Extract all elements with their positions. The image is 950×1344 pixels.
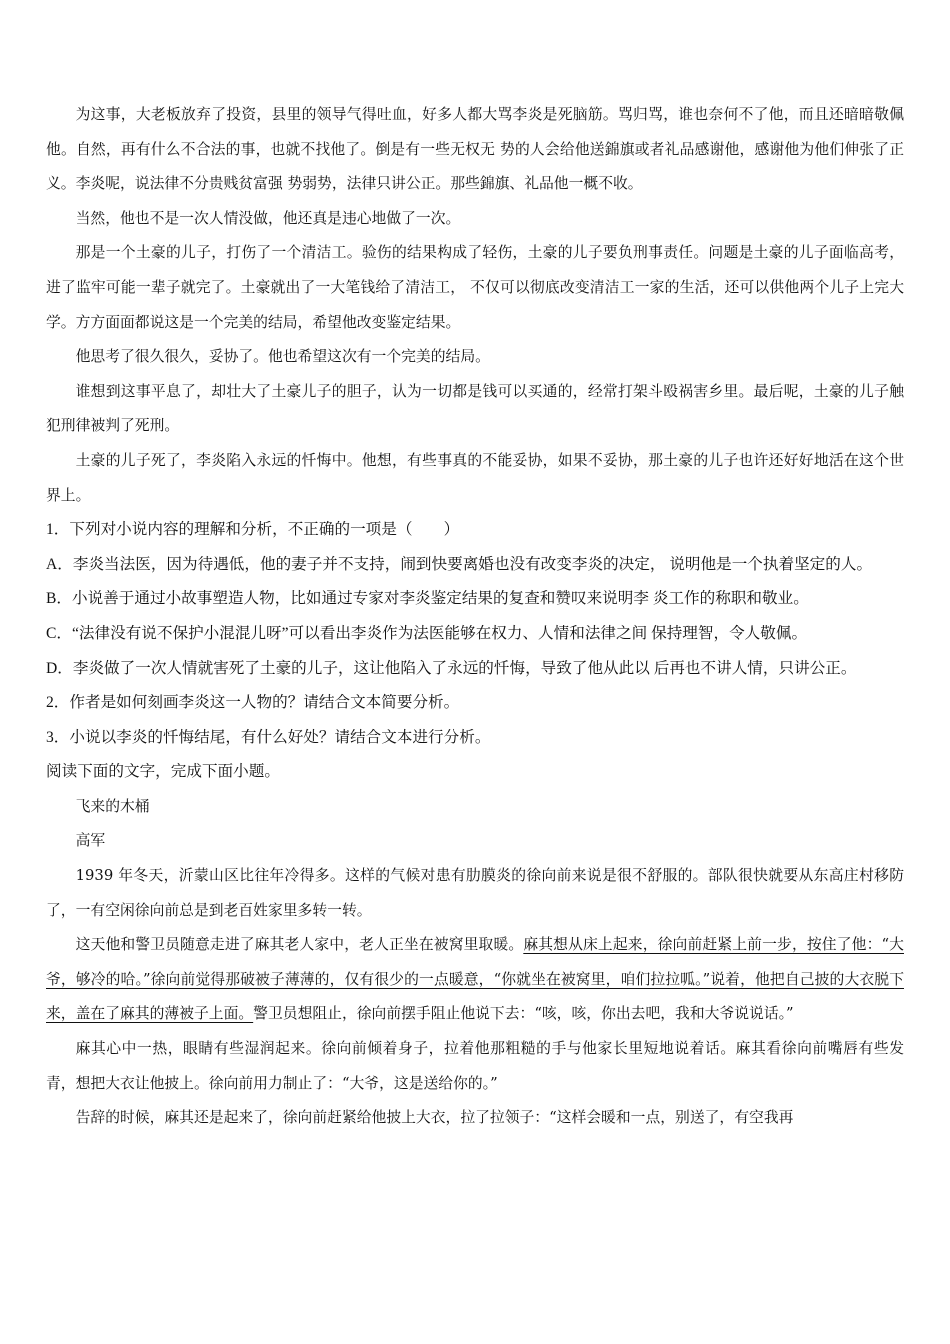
- story2-paragraph-2: [46, 928, 904, 1032]
- question-1-option-c: C．“法律没有说不保护小混混儿呀”可以看出李炎作为法医能够在权力、人情和法律之间 保持理智，令人敬佩。: [46, 624, 808, 642]
- story1-paragraph-1: 为这事，大老板放弃了投资，县里的领导气得吐血，好多人都大骂李炎是死脑筋。骂归骂，谁也奈何不了他，而且还暗暗敬佩他。自然，再有什么不合法的事，也就不找他了。倒是有一些无权无 势的人会给他送錦旗或者礼品感谢他，感谢他为他们伸张了正义。李炎呢，说法律不分贵贱贫富强 势弱势，法律只讲公正。那些錦旗、礼品他一概不收。: [46, 106, 904, 193]
- story2-title: 飞来的木桶: [75, 797, 150, 815]
- question-1: 1．下列对小说内容的理解和分析，不正确的一项是（ ）: [46, 521, 460, 539]
- question-1-option-d: D．李炎做了一次人情就害死了土豪的儿子，这让他陷入了永远的忏悔，导致了他从此以 后再也不讲人情，只讲公正。: [46, 659, 857, 677]
- reading-instruction: 阅读下面的文字，完成下面小题。: [46, 763, 280, 781]
- story2-paragraph-2-lead: 这天他和警卫员随意走进了麻其老人家中，老人正坐在被窝里取暖。: [75, 936, 524, 954]
- story1-paragraph-5: 谁想到这事平息了，却壮大了土豪儿子的胆子，认为一切都是钱可以买通的，经常打架斗殴祸害乡里。最后呢，土豪的儿子触犯刑律被判了死刑。: [46, 382, 904, 435]
- story1-paragraph-6: 土豪的儿子死了，李炎陷入永远的忏悔中。他想，有些事真的不能妥协，如果不妥协，那土豪的儿子也许还好好地活在这个世界上。: [46, 451, 904, 504]
- story1-paragraph-4: 他思考了很久很久，妥协了。他也希望这次有一个完美的结局。: [75, 348, 490, 366]
- story2-paragraph-4: 告辞的时候，麻其还是起来了，徐向前赶紧给他披上大衣，拉了拉领子：“这样会暖和一点，别送了，有空我再: [75, 1109, 794, 1127]
- story2-author: 高军: [75, 832, 106, 850]
- question-1-option-b: B．小说善于通过小故事塑造人物，比如通过专家对李炎鉴定结果的复查和赞叹来说明李 炎工作的称职和敬业。: [46, 590, 809, 608]
- story2-paragraph-3: 麻其心中一热，眼睛有些湿润起来。徐向前倾着身子，拉着他那粗糙的手与他家长里短地说着话。麻其看徐向前嘴唇有些发青，想把大衣让他披上。徐向前用力制止了：“大爷，这是送给你的。”: [46, 1040, 904, 1092]
- underlined-passage: 麻其想从床上起来，徐向前赶紧上前一步，按住了他：“大爷，够冷的哈。”徐向前觉得那破被子薄薄的，仅有很少的一点暖意，“你就坐在被窝里，咱们拉拉呱。”说着，他把自己披的大衣脱下来，盖在了麻其的薄被子上面。: [46, 936, 904, 1023]
- story1-paragraph-2: 当然，他也不是一次人情没做，他还真是违心地做了一次。: [75, 209, 461, 227]
- story2-paragraph-2-tail: 警卫员想阻止，徐向前摆手阻止他说下去：“咳，咳，你出去吧，我和大爷说说话。”: [253, 1005, 794, 1023]
- question-1-option-a: A．李炎当法医，因为待遇低，他的妻子并不支持，闹到快要离婚也没有改变李炎的决定， 说明他是一个执着坚定的人。: [46, 555, 873, 573]
- question-2: 2．作者是如何刻画李炎这一人物的？请结合文本简要分析。: [46, 694, 460, 712]
- question-3: 3．小说以李炎的忏悔结尾，有什么好处？请结合文本进行分析。: [46, 728, 491, 746]
- story1-paragraph-3: 那是一个土豪的儿子，打伤了一个清洁工。验伤的结果构成了轻伤，土豪的儿子要负刑事责任。问题是土豪的儿子面临高考，进了监牢可能一辈子就完了。土豪就出了一大笔钱给了清洁工， 不仅可以彻底改变清洁工一家的生活，还可以供他两个儿子上完大学。方方面面都说这是一个完美的结局，希望他改变鉴定结果。: [46, 244, 904, 331]
- story2-paragraph-1: 1939 年冬天，沂蒙山区比往年冷得多。这样的气候对患有肋膜炎的徐向前来说是很不舒服的。部队很快就要从东高庄村移防了，一有空闲徐向前总是到老百姓家里多转一转。: [46, 867, 904, 919]
